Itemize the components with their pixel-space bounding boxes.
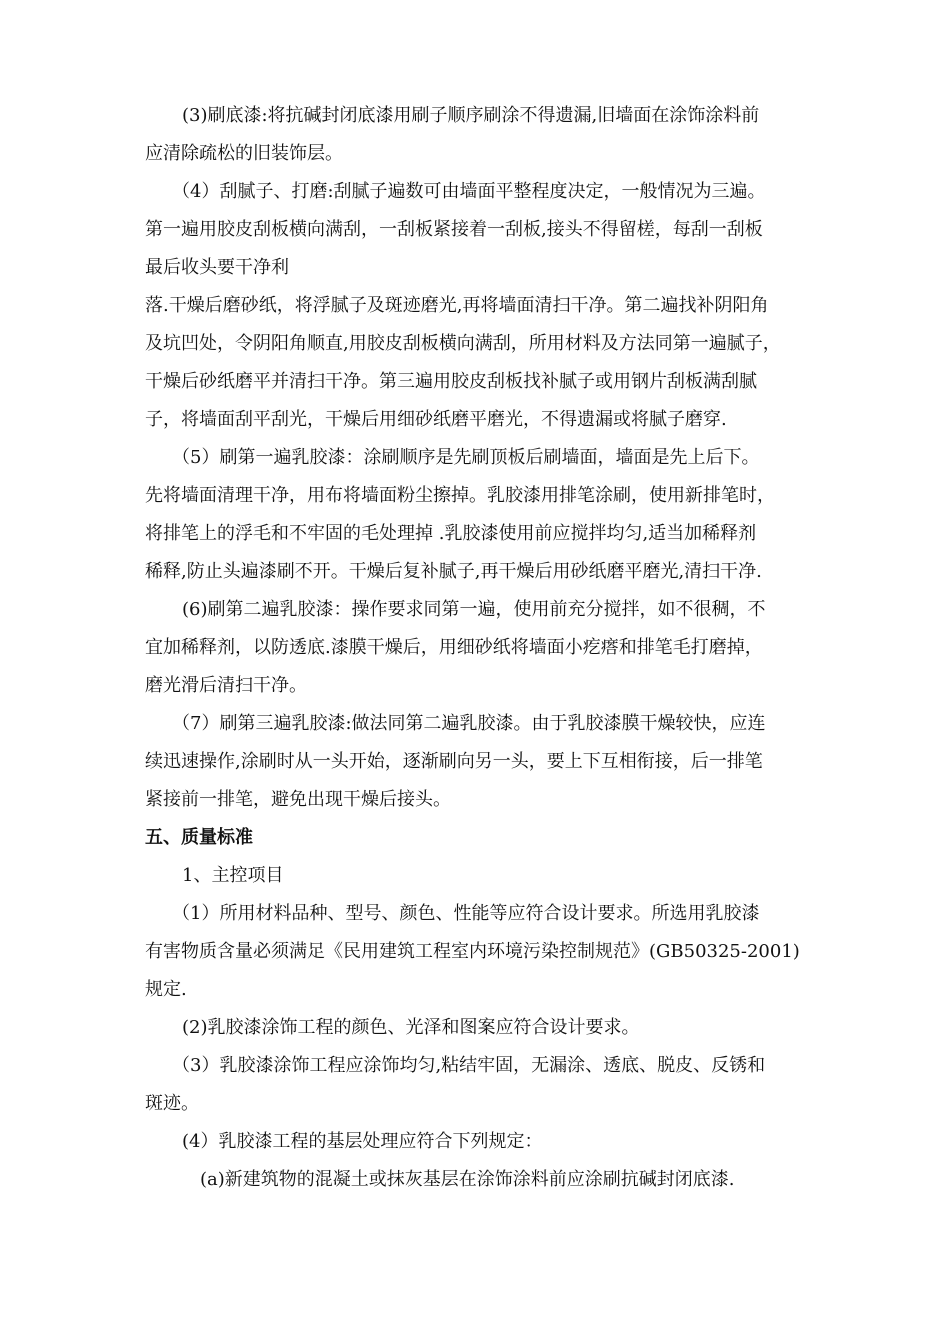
paragraph-line: 规定. <box>145 979 187 1000</box>
section-heading: 五、质量标准 <box>145 827 253 848</box>
subsection-heading: 1、主控项目 <box>182 865 284 886</box>
paragraph-line: 最后收头要干净利 <box>145 257 289 278</box>
paragraph-line: 落.干燥后磨砂纸，将浮腻子及斑迹磨光,再将墙面清扫干净。第二遍找补阴阳角 <box>145 295 769 316</box>
paragraph-line: (4）乳胶漆工程的基层处理应符合下列规定： <box>182 1131 543 1152</box>
paragraph-line: （4）刮腻子、打磨:刮腻子遍数可由墙面平整程度决定，一般情况为三遍。 <box>172 181 766 202</box>
paragraph-line: （1）所用材料品种、型号、颜色、性能等应符合设计要求。所选用乳胶漆 <box>172 903 760 924</box>
paragraph-line: （5）刷第一遍乳胶漆：涂刷顺序是先刷顶板后刷墙面，墙面是先上后下。 <box>172 447 760 468</box>
paragraph-line: 续迅速操作,涂刷时从一头开始，逐渐刷向另一头，要上下互相衔接，后一排笔 <box>145 751 763 772</box>
paragraph-line: （3）乳胶漆涂饰工程应涂饰均匀,粘结牢固，无漏涂、透底、脱皮、反锈和 <box>172 1055 766 1076</box>
paragraph-line: 将排笔上的浮毛和不牢固的毛处理掉 .乳胶漆使用前应搅拌均匀,适当加稀释剂 <box>145 523 757 544</box>
paragraph-line: 先将墙面清理干净，用布将墙面粉尘擦掉。乳胶漆用排笔涂刷，使用新排笔时， <box>145 485 775 506</box>
paragraph-line: 稀释,防止头遍漆刷不开。干燥后复补腻子,再干燥后用砂纸磨平磨光,清扫干净. <box>145 561 762 582</box>
paragraph-line: （7）刷第三遍乳胶漆:做法同第二遍乳胶漆。由于乳胶漆膜干燥较快，应连 <box>172 713 766 734</box>
paragraph-line: (a)新建筑物的混凝土或抹灰基层在涂饰涂料前应涂刷抗碱封闭底漆. <box>200 1169 735 1190</box>
paragraph-line: (2)乳胶漆涂饰工程的颜色、光泽和图案应符合设计要求。 <box>182 1017 640 1038</box>
paragraph-line: 子，将墙面刮平刮光，干燥后用细砂纸磨平磨光，不得遗漏或将腻子磨穿. <box>145 409 727 430</box>
paragraph-line: 第一遍用胶皮刮板横向满刮，一刮板紧接着一刮板,接头不得留槎，每刮一刮板 <box>145 219 763 240</box>
paragraph-line: (6)刷第二遍乳胶漆：操作要求同第一遍，使用前充分搅拌，如不很稠，不 <box>182 599 766 620</box>
paragraph-line: 有害物质含量必须满足《民用建筑工程室内环境污染控制规范》(GB50325-2001) <box>145 941 800 962</box>
paragraph-line: 磨光滑后清扫干净。 <box>145 675 307 696</box>
paragraph-line: 干燥后砂纸磨平并清扫干净。第三遍用胶皮刮板找补腻子或用钢片刮板满刮腻 <box>145 371 757 392</box>
paragraph-line: 应清除疏松的旧装饰层。 <box>145 143 343 164</box>
paragraph-line: 及坑凹处，令阴阳角顺直,用胶皮刮板横向满刮，所用材料及方法同第一遍腻子， <box>145 333 781 354</box>
paragraph-line: 紧接前一排笔，避免出现干燥后接头。 <box>145 789 451 810</box>
paragraph-line: 斑迹。 <box>145 1093 199 1114</box>
paragraph-line: 宜加稀释剂，以防透底.漆膜干燥后，用细砂纸将墙面小疙瘩和排笔毛打磨掉， <box>145 637 763 658</box>
paragraph-line: (3)刷底漆:将抗碱封闭底漆用刷子顺序刷涂不得遗漏,旧墙面在涂饰涂料前 <box>182 105 760 126</box>
